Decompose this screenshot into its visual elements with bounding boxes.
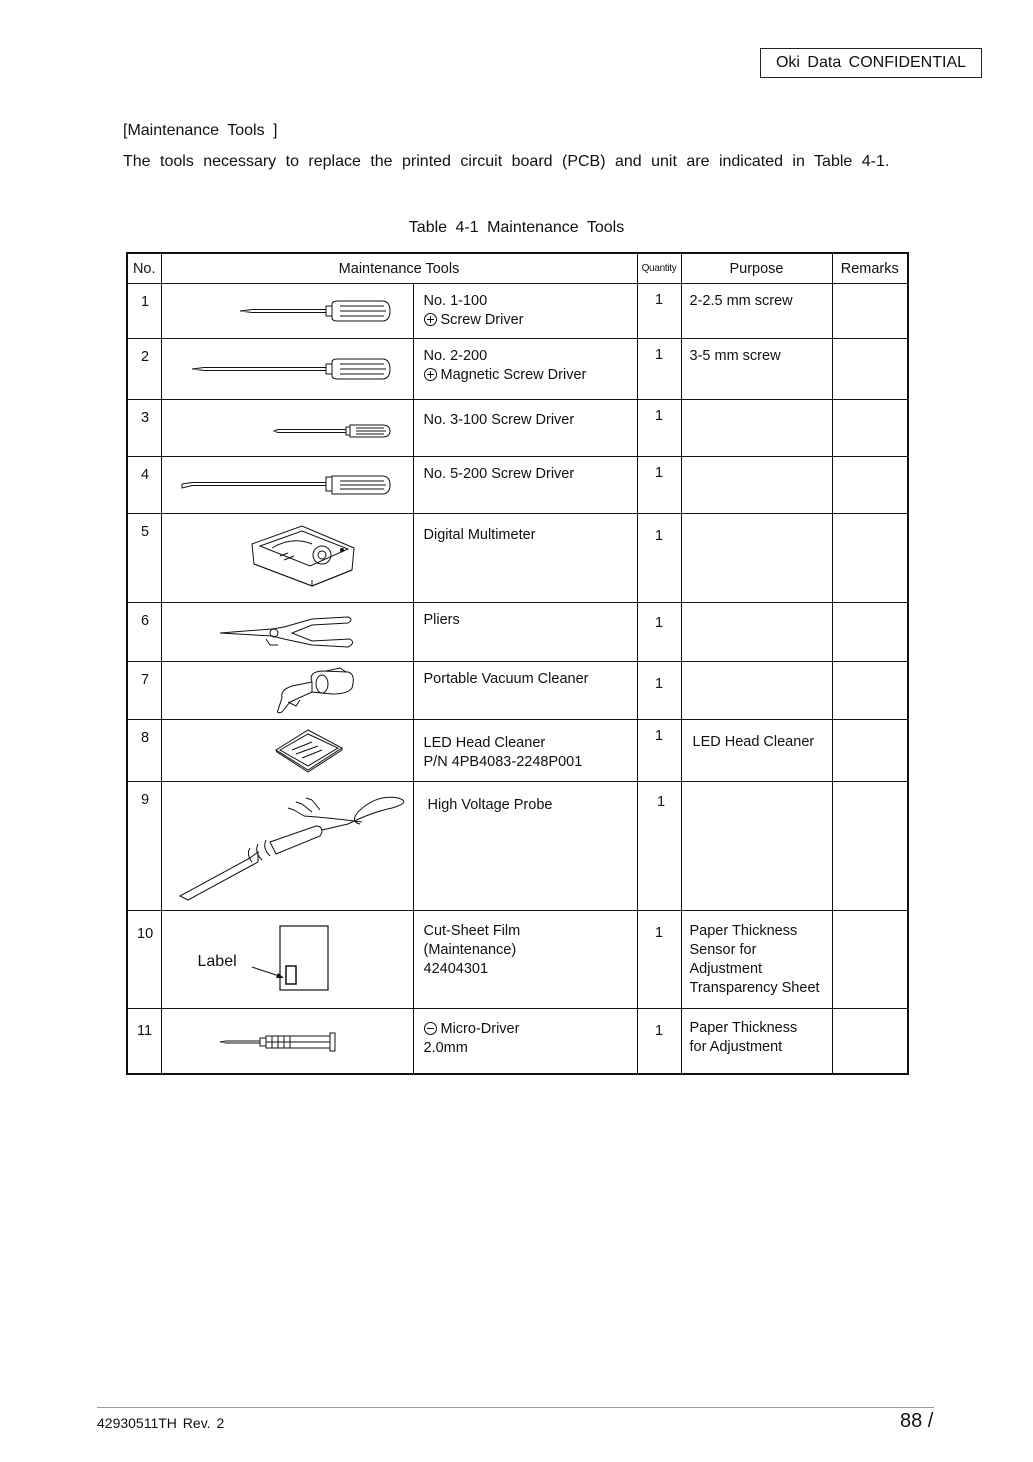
quantity: 1 [637,339,681,400]
tool-image-cell [161,514,413,603]
purpose [681,514,832,603]
remarks [832,662,908,720]
quantity: 1 [637,1009,681,1075]
row-number: 5 [127,514,161,603]
high-voltage-probe-icon [162,782,413,910]
table-header-row [127,253,908,284]
vacuum-cleaner-icon [162,662,413,719]
tool-image-cell [161,457,413,514]
row-number: 9 [127,782,161,911]
tool-description [413,400,637,457]
phillips-screwdriver-icon [162,284,413,338]
maintenance-tools-table [126,252,909,1075]
purpose-line: Paper Thickness [689,1020,798,1036]
purpose [681,662,832,720]
tool-image-cell [161,662,413,720]
pliers-icon [162,603,413,661]
tool-name: Cut-Sheet Film [423,923,521,939]
table-row [127,782,908,911]
tool-image-cell [161,782,413,911]
purpose [681,457,832,514]
quantity: 1 [637,457,681,514]
purpose-line: Sensor for [689,942,757,958]
table-row [127,1009,908,1075]
remarks [832,911,908,1009]
tool-description [413,662,637,720]
header-quantity: Quantity [637,253,681,284]
row-number: 11 [127,1009,161,1075]
table-row [127,284,908,339]
phillips-plus-icon [424,368,437,381]
tool-description [413,457,637,514]
row-number: 7 [127,662,161,720]
row-number: 6 [127,603,161,662]
tool-name-detail [424,311,631,330]
header-no: No. [127,253,161,284]
header-tools: Maintenance Tools [161,253,637,284]
remarks [832,400,908,457]
quantity: 1 [637,662,681,720]
micro-driver-icon [162,1009,413,1073]
tool-name-row [424,1020,631,1039]
tool-name: No. 1-100 [423,293,488,309]
purpose-line: for Adjustment [689,1039,783,1055]
tool-description [413,603,637,662]
tool-name: LED Head Cleaner [423,735,546,751]
table-row [127,514,908,603]
tool-image-cell [161,1009,413,1075]
table-row [127,457,908,514]
small-screwdriver-icon [162,400,413,456]
remarks [832,457,908,514]
tool-image-cell [161,339,413,400]
quantity: 1 [637,911,681,1009]
remarks [832,284,908,339]
tool-description [413,911,637,1009]
multimeter-icon [162,514,413,602]
table-row [127,911,908,1009]
footer-divider [97,1407,934,1408]
tool-description [413,1009,637,1075]
remarks [832,514,908,603]
purpose [681,400,832,457]
tool-image-cell [161,400,413,457]
page-number: 88 / [900,1410,934,1432]
purpose-line: Paper Thickness [689,923,798,939]
tool-description [413,284,637,339]
purpose-line: Transparency Sheet [689,980,820,996]
remarks [832,720,908,782]
tool-description [413,514,637,603]
tool-description [413,339,637,400]
row-number: 3 [127,400,161,457]
intro-text: The tools necessary to replace the printed circuit board (PCB) and unit are indicated in Table 4-1. [123,153,890,170]
table-row [127,603,908,662]
tool-name: Portable Vacuum Cleaner [423,671,589,687]
flat-screwdriver-icon [162,457,413,513]
quantity: 1 [637,514,681,603]
tool-name: No. 2-200 [423,348,488,364]
tool-image-cell [161,284,413,339]
table-row [127,400,908,457]
table-row [127,662,908,720]
tool-name: No. 5-200 Screw Driver [423,466,575,482]
row-number: 8 [127,720,161,782]
table-caption: Table 4-1 Maintenance Tools [408,219,625,236]
purpose [681,911,832,1009]
tool-image-cell [161,603,413,662]
tool-subtitle: (Maintenance) [423,942,517,958]
row-number: 2 [127,339,161,400]
tool-name: Micro-Driver [440,1021,520,1037]
tool-image-cell [161,911,413,1009]
led-head-cleaner-icon [162,720,413,781]
quantity: 1 [637,603,681,662]
tool-image-cell [161,720,413,782]
quantity: 1 [637,284,681,339]
quantity: 1 [637,720,681,782]
quantity: 1 [637,782,681,911]
table-row [127,720,908,782]
remarks [832,339,908,400]
tool-description [413,782,637,911]
tool-name-detail [424,366,631,385]
flat-minus-icon [424,1022,437,1035]
tool-type: Screw Driver [440,312,524,328]
remarks [832,603,908,662]
purpose [681,782,832,911]
part-number: 42404301 [423,961,489,977]
tool-name: Digital Multimeter [423,527,536,543]
section-heading: [Maintenance Tools ] [123,122,278,139]
purpose [681,1009,832,1075]
tool-name: High Voltage Probe [427,797,553,813]
table-row [127,339,908,400]
purpose-line: Adjustment [689,961,763,977]
purpose: 2-2.5 mm screw [681,284,832,339]
header-remarks: Remarks [832,253,908,284]
row-number: 4 [127,457,161,514]
purpose [681,603,832,662]
tool-type: Magnetic Screw Driver [440,367,587,383]
header-purpose: Purpose [681,253,832,284]
purpose: LED Head Cleaner [681,720,832,782]
tool-description [413,720,637,782]
tool-name: No. 3-100 Screw Driver [423,412,575,428]
row-number: 1 [127,284,161,339]
tool-name: Pliers [423,612,460,628]
purpose: 3-5 mm screw [681,339,832,400]
remarks [832,782,908,911]
tool-size: 2.0mm [423,1040,468,1056]
confidential-label: Oki Data CONFIDENTIAL [760,48,982,78]
part-number: P/N 4PB4083-2248P001 [423,754,583,770]
label-callout: Label [197,953,237,970]
row-number: 10 [127,911,161,1009]
quantity: 1 [637,400,681,457]
document-id: 42930511TH Rev. 2 [97,1415,225,1431]
remarks [832,1009,908,1075]
phillips-plus-icon [424,313,437,326]
magnetic-screwdriver-icon [162,339,413,399]
